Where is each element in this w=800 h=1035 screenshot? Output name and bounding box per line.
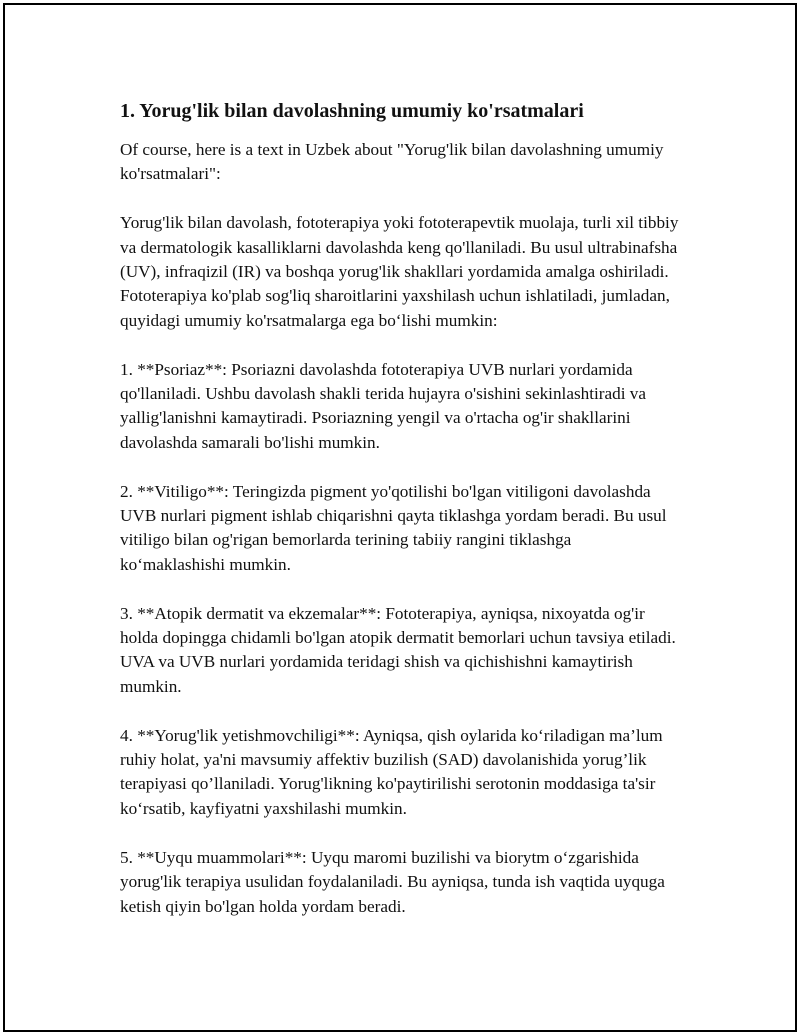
sleep-problems-paragraph: 5. **Uyqu muammolari**: Uyqu maromi buzilishi va biorytm o‘zgarishida yorug'lik terapiya usulidan foydalaniladi. Bu ayniqsa, tunda ish vaqtida uyquga ketish qiyin bo'lgan holda yordam beradi. — [120, 847, 665, 916]
psoriasis-paragraph: 1. **Psoriaz**: Psoriazni davolashda fototerapiya UVB nurlari yordamida qo'llaniladi. Ushbu davolash shakli terida hujayra o'sishini sekinlashtiradi va yallig'lanishni kamaytiradi. Psoriazning yengil va o'rtacha og'ir shakllarini davolashda samarali bo'lishi mumkin. — [120, 359, 647, 452]
document-content — [120, 97, 680, 943]
intro-paragraph: Of course, here is a text in Uzbek about "Yorug'lik bilan davolashning umumiy ko'rsatmalari": — [120, 140, 664, 184]
light-deficiency-paragraph: 4. **Yorug'lik yetishmovchiligi**: Ayniqsa, qish oylarida ko‘riladigan ma’lum ruhiy holat, ya'ni mavsumiy affektiv buzilish (SAD) davolanishida yorug’lik terapiyasi qo’llaniladi. Yorug'likning ko'paytirilishi serotonin moddasiga ta'sir ko‘rsatib, kayfiyatni yaxshilashi mumkin. — [120, 725, 663, 818]
vitiligo-paragraph: 2. **Vitiligo**: Teringizda pigment yo'qotilishi bo'lgan vitiligoni davolashda UVB nurlari pigment ishlab chiqarishni qayta tiklashga yordam beradi. Bu usul vitiligo bilan og'rigan bemorlarda terining tabiiy rangini tiklashga ko‘maklashishi mumkin. — [120, 481, 667, 574]
atopic-dermatitis-paragraph: 3. **Atopik dermatit va ekzemalar**: Fototerapiya, ayniqsa, nixoyatda og'ir holda dopingga chidamli bo'lgan atopik dermatit bemorlari uchun tavsiya etiladi. UVA va UVB nurlari yordamida teridagi shish va qichishishni kamaytirish mumkin. — [120, 603, 676, 696]
overview-paragraph: Yorug'lik bilan davolash, fototerapiya yoki fototerapevtik muolaja, turli xil tibbiy va dermatologik kasalliklarni davolashda keng qo'llaniladi. Bu usul ultrabinafsha (UV), infraqizil (IR) va boshqa yorug'lik shakllari yordamida amalga oshiriladi. Fototerapiya ko'plab sog'liq sharoitlarini yaxshilash uchun ishlatiladi, jumladan, quyidagi umumiy ko'rsatmalarga ega bo‘lishi mumkin: — [120, 213, 679, 330]
document-title: 1. Yorug'lik bilan davolashning umumiy ko'rsatmalari — [120, 100, 584, 122]
document-page — [3, 3, 797, 1032]
